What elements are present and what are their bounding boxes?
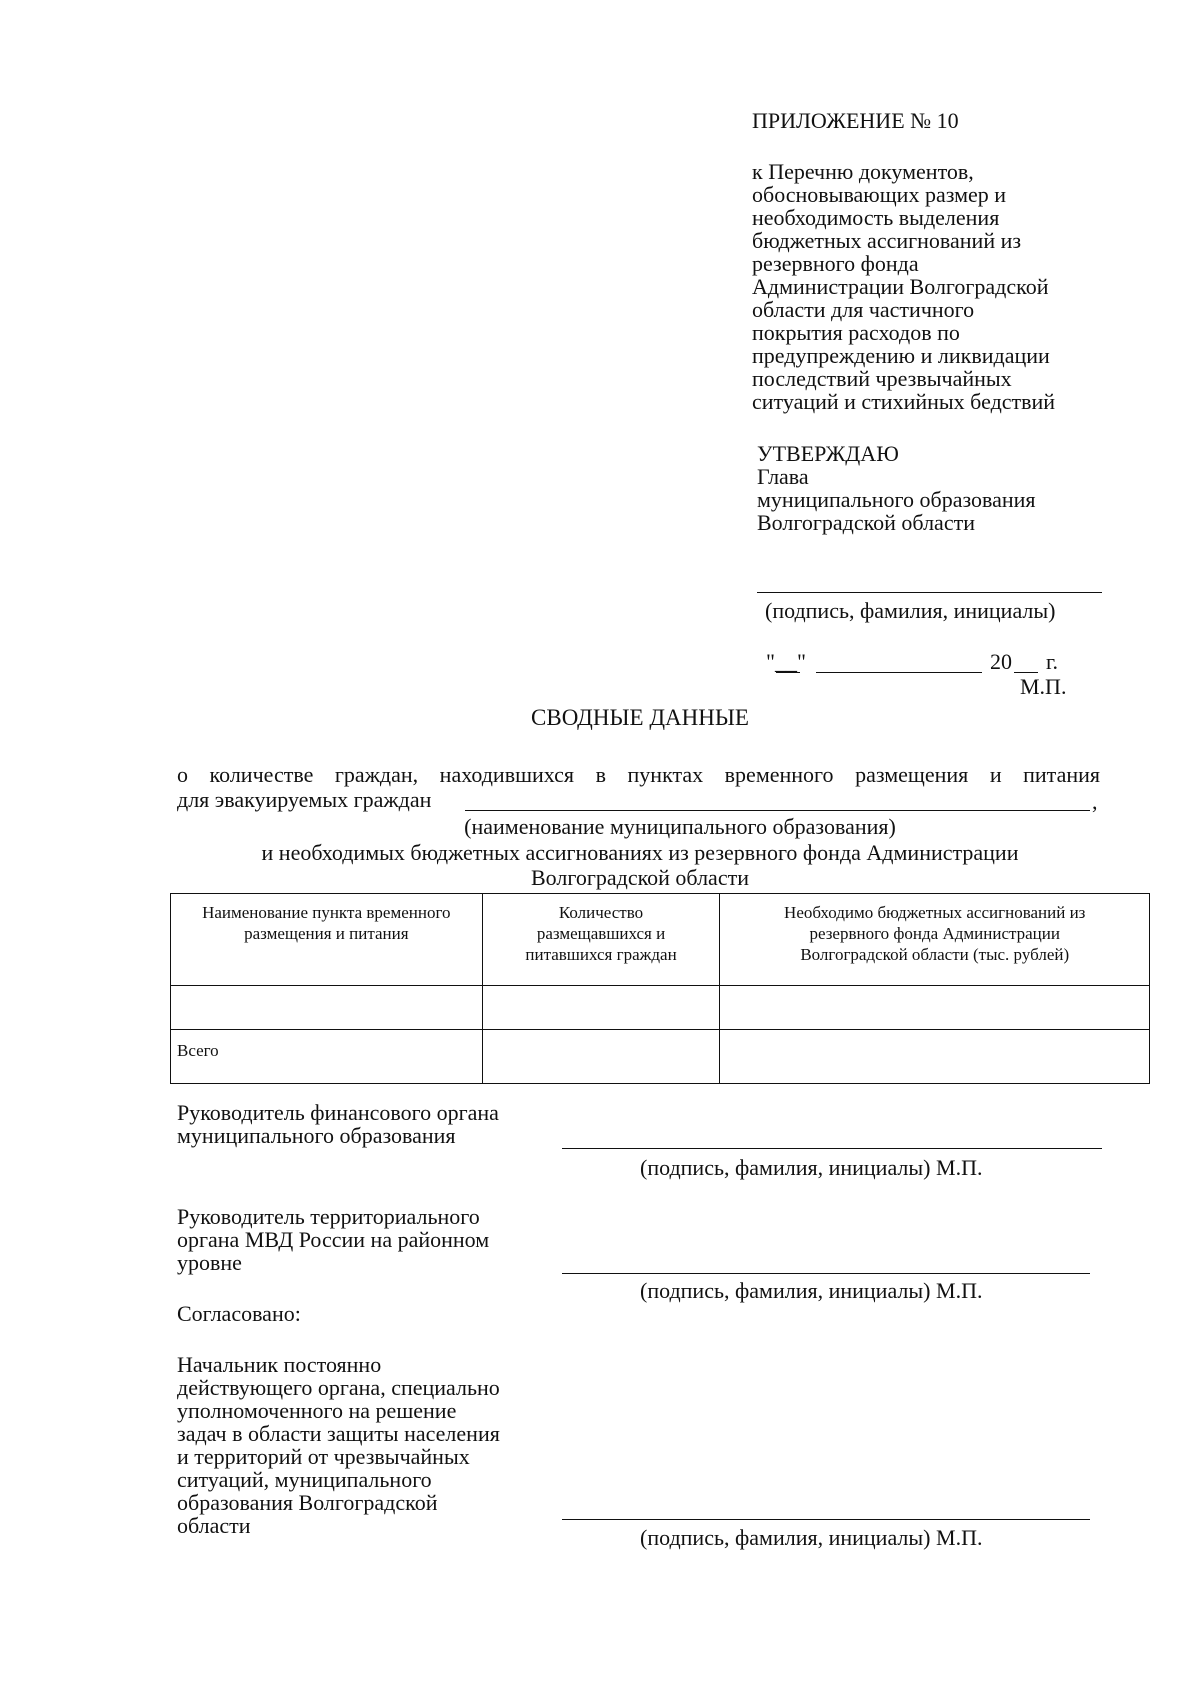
intro-line-3: и необходимых бюджетных ассигнованиях из резервного фонда Администрации <box>261 840 1019 865</box>
approval-line: муниципального образования <box>757 487 1036 512</box>
appendix-subtitle-line: покрытия расходов по <box>752 320 960 345</box>
appendix-subtitle-line: последствий чрезвычайных <box>752 366 1012 391</box>
approval-date-month-line <box>816 672 982 673</box>
chief-signatory-label-line: Начальник постоянно <box>177 1352 382 1377</box>
municipality-name-hint: (наименование муниципального образования) <box>464 814 896 839</box>
chief-signatory-label <box>177 1353 500 1537</box>
table-cell <box>171 986 483 1030</box>
approval-date-quote: "__" <box>766 649 806 674</box>
table-total-label: Всего <box>171 1030 483 1084</box>
finance-signature-line <box>562 1148 1102 1149</box>
appendix-subtitle <box>752 160 1132 413</box>
appendix-subtitle-line: Администрации Волгоградской <box>752 274 1049 299</box>
finance-signatory-label <box>177 1101 499 1147</box>
document-title: СВОДНЫЕ ДАННЫЕ <box>531 705 749 730</box>
appendix-subtitle-line: к Перечню документов, <box>752 159 974 184</box>
table-header-cell: Количество размещавшихся и питавшихся граждан <box>482 894 720 986</box>
appendix-subtitle-line: необходимость выделения <box>752 205 1000 230</box>
municipality-name-line <box>465 810 1090 811</box>
chief-signatory-label-line: уполномоченного на решение <box>177 1398 457 1423</box>
approval-heading: УТВЕРЖДАЮ <box>757 441 899 466</box>
appendix-subtitle-line: области для частичного <box>752 297 975 322</box>
intro-line-1: о количестве граждан, находившихся в пунктах временного размещения и питания <box>177 762 1100 787</box>
chief-signature-line <box>562 1519 1090 1520</box>
table-row <box>171 986 1150 1030</box>
mvd-signatory-label <box>177 1205 489 1274</box>
chief-signatory-label-line: образования Волгоградской <box>177 1490 438 1515</box>
table-header-cell: Наименование пункта временного размещения и питания <box>171 894 483 986</box>
chief-signatory-label-line: ситуаций, муниципального <box>177 1467 432 1492</box>
chief-signature-hint: (подпись, фамилия, инициалы) М.П. <box>640 1525 983 1550</box>
approval-block <box>757 442 1036 534</box>
approval-date-day-line <box>776 672 800 673</box>
finance-signatory-label-line: муниципального образования <box>177 1123 456 1148</box>
mvd-signatory-label-line: органа МВД России на районном <box>177 1227 490 1252</box>
chief-signatory-label-line: области <box>177 1513 251 1538</box>
appendix-subtitle-line: обосновывающих размер и <box>752 182 1007 207</box>
summary-table <box>170 893 1150 1084</box>
approval-signature-line <box>757 592 1102 593</box>
mvd-signatory-label-line: уровне <box>177 1250 242 1275</box>
approval-date-year-line <box>1014 672 1038 673</box>
table-cell <box>720 986 1150 1030</box>
table-cell <box>482 1030 720 1084</box>
mvd-signatory-label-line: Руководитель территориального <box>177 1204 480 1229</box>
table-header-cell: Необходимо бюджетных ассигнований из резервного фонда Администрации Волгоградской области (тыс. рублей) <box>720 894 1150 986</box>
table-total-row <box>171 1030 1150 1084</box>
intro-line-4: Волгоградской области <box>531 865 749 890</box>
agreed-label: Согласовано: <box>177 1301 301 1326</box>
chief-signatory-label-line: задач в области защиты населения <box>177 1421 500 1446</box>
appendix-subtitle-line: ситуаций и стихийных бедствий <box>752 389 1056 414</box>
finance-signatory-label-line: Руководитель финансового органа <box>177 1100 499 1125</box>
approval-stamp: М.П. <box>1020 674 1067 699</box>
appendix-title: ПРИЛОЖЕНИЕ № 10 <box>752 108 959 133</box>
approval-date-year-suffix: г. <box>1046 649 1059 674</box>
chief-signatory-label-line: и территорий от чрезвычайных <box>177 1444 470 1469</box>
appendix-subtitle-line: резервного фонда <box>752 251 919 276</box>
appendix-subtitle-line: бюджетных ассигнований из <box>752 228 1022 253</box>
table-header-row <box>171 894 1150 986</box>
approval-line: Волгоградской области <box>757 510 975 535</box>
mvd-signature-hint: (подпись, фамилия, инициалы) М.П. <box>640 1278 983 1303</box>
mvd-signature-line <box>562 1273 1090 1274</box>
approval-line: Глава <box>757 464 809 489</box>
table-cell <box>482 986 720 1030</box>
chief-signatory-label-line: действующего органа, специально <box>177 1375 500 1400</box>
intro-line-2-suffix: , <box>1092 789 1098 814</box>
table-cell <box>720 1030 1150 1084</box>
appendix-subtitle-line: предупреждению и ликвидации <box>752 343 1050 368</box>
approval-signature-hint: (подпись, фамилия, инициалы) <box>765 598 1056 623</box>
intro-line-2-prefix: для эвакуируемых граждан <box>177 787 432 812</box>
finance-signature-hint: (подпись, фамилия, инициалы) М.П. <box>640 1155 983 1180</box>
approval-date-year-prefix: 20 <box>990 649 1012 674</box>
